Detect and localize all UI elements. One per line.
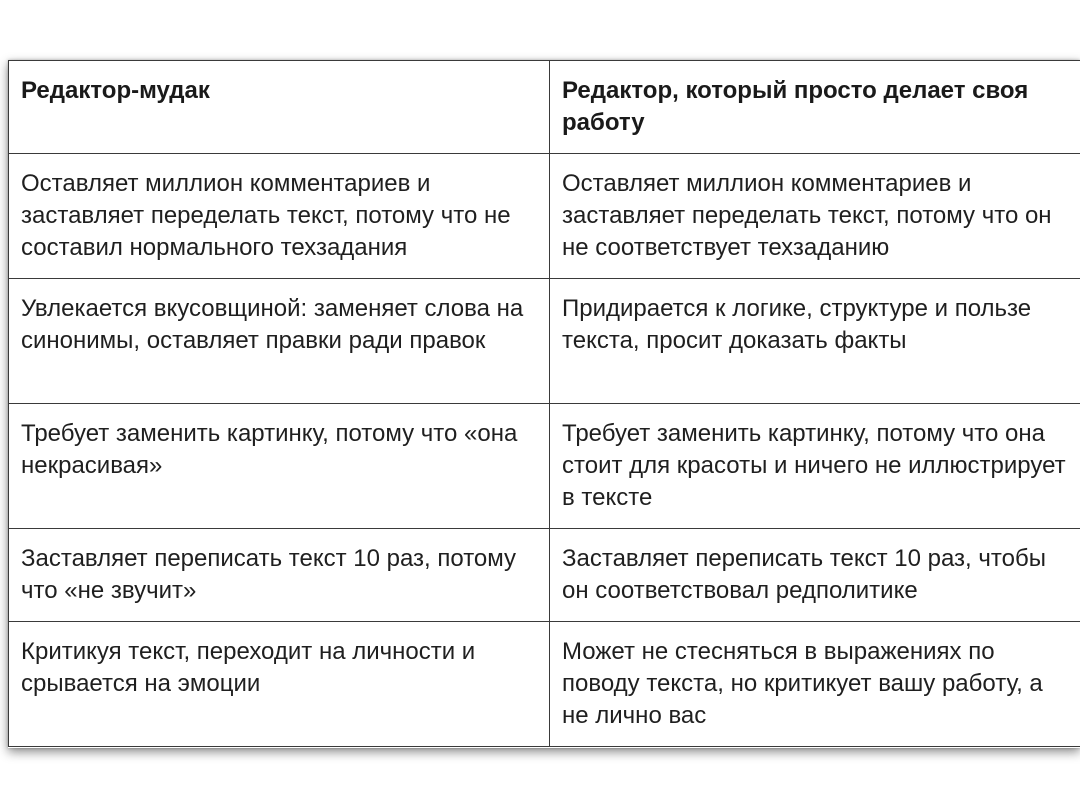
table-header-row — [9, 61, 1080, 154]
table-cell-bad: Требует заменить картинку, потому что «она некрасивая» — [9, 404, 550, 529]
comparison-table — [8, 60, 1080, 747]
table-cell-good: Требует заменить картинку, потому что она стоит для красоты и ничего не иллюстрирует в тексте — [550, 404, 1080, 529]
table-cell-bad: Увлекается вкусовщиной: заменяет слова на синонимы, оставляет правки ради правок — [9, 279, 550, 404]
header-bad-editor: Редактор-мудак — [9, 61, 550, 154]
table-row — [9, 154, 1080, 279]
table-cell-bad: Оставляет миллион комментариев и заставляет переделать текст, потому что не составил нормального техзадания — [9, 154, 550, 279]
table-row — [9, 279, 1080, 404]
table-row — [9, 529, 1080, 622]
table-cell-good: Оставляет миллион комментариев и заставляет переделать текст, потому что он не соответствует техзаданию — [550, 154, 1080, 279]
table-cell-bad: Заставляет переписать текст 10 раз, потому что «не звучит» — [9, 529, 550, 622]
table-cell-good: Заставляет переписать текст 10 раз, чтобы он соответствовал редполитике — [550, 529, 1080, 622]
table-cell-good: Придирается к логике, структуре и пользе текста, просит доказать факты — [550, 279, 1080, 404]
header-good-editor: Редактор, который просто делает своя работу — [550, 61, 1080, 154]
table-row — [9, 404, 1080, 529]
table-cell-good: Может не стесняться в выражениях по поводу текста, но критикует вашу работу, а не лично вас — [550, 622, 1080, 747]
table-cell-bad: Критикуя текст, переходит на личности и срывается на эмоции — [9, 622, 550, 747]
table-row — [9, 622, 1080, 747]
